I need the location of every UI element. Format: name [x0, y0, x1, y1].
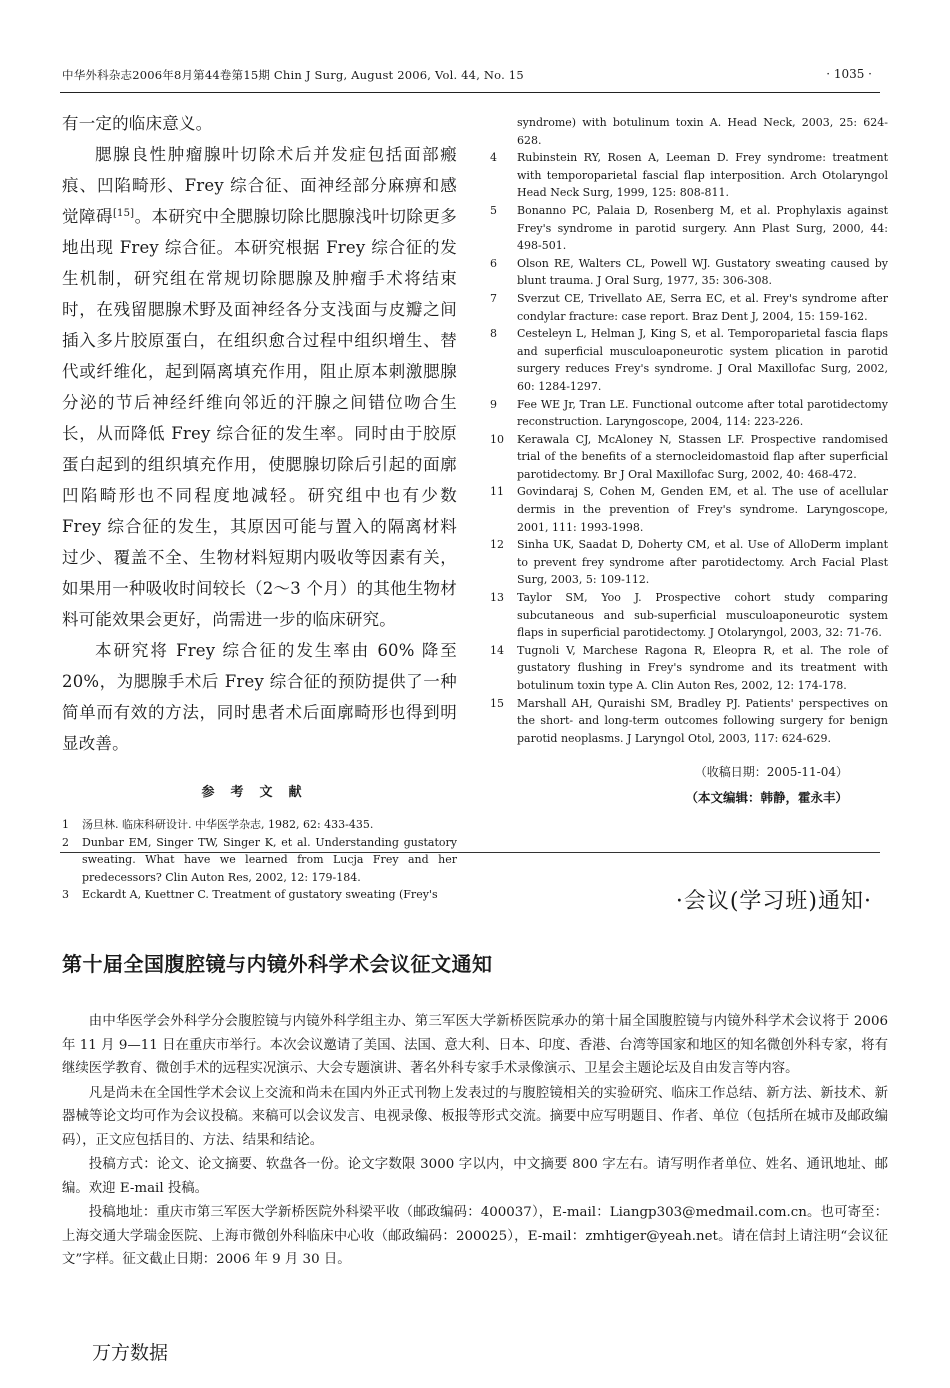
reference-number: 10 [490, 432, 504, 446]
reference-number: 15 [490, 696, 504, 710]
references-heading: 参考文献 [201, 785, 318, 800]
reference-number: 1 [62, 818, 69, 831]
notice-title: 第十届全国腹腔镜与内镜外科学术会议征文通知 [62, 952, 493, 976]
reference-text: Kerawala CJ, McAloney N, Stassen LF. Prospective randomised trial of the benefits of a sternocleidomastoid flap after superficial parotidectomy. Br J Oral Maxillofac Surg, 2002, 40: 468-472. [517, 432, 888, 481]
article-editors: （本文编辑：韩静，霍永丰） [685, 790, 848, 806]
notice-paragraph: 投稿地址：重庆市第三军医大学新桥医院外科梁平收（邮政编码：400037），E-mail：Liangp303@medmail.com.cn。也可寄至：上海交通大学瑞金医院、上海市微创外科临床中心收（邮政编码：200025），E-mail：zmhtiger@yeah.net。请在信封上请注明“会议征文”字样。征文截止日期：2006 年 9 月 30 日。 [62, 1205, 888, 1267]
reference-text: Bonanno PC, Palaia D, Rosenberg M, et al. Prophylaxis against Frey's syndrome in parotid surgery. Ann Plast Surg, 2000, 44: 498-501. [517, 203, 888, 253]
paragraph [62, 108, 457, 139]
reference-number: 5 [490, 203, 497, 217]
notice-paragraph: 凡是尚未在全国性学术会议上交流和尚未在国内外正式刊物上发表过的与腹腔镜相关的实验研究、临床工作总结、新方法、新技术、新器械等论文均可作为会议投稿。来稿可以会议发言、电视录像、板报等形式交流。摘要中应写明题目、作者、单位（包括所在城市及邮政编码），正文应包括目的、方法、结果和结论。 [62, 1085, 888, 1148]
source-watermark: 万方数据 [92, 1342, 169, 1364]
reference-number: 4 [490, 151, 497, 165]
reference-text: Cesteleyn L, Helman J, King S, et al. Temporoparietal fascia flaps and superficial musculoaponeurotic system plication in parotid surgery reduces Frey's syndrome. J Oral Maxillofac Surg, 2002, 60: 1284-1297. [517, 327, 888, 393]
reference-item [490, 642, 888, 695]
reference-text: Sinha UK, Saadat D, Doherty CM, et al. Use of AlloDerm implant to prevent frey syndrome after parotidectomy. Arch Facial Plast Surg, 2003, 5: 109-112. [517, 538, 888, 587]
received-date: （收稿日期：2005-11-04） [694, 765, 848, 780]
paragraph-text: 腮腺良性肿瘤腺叶切除术后并发症包括面部瘢痕、凹陷畸形、Frey 综合征、面神经部分麻痹和感觉障碍 [62, 145, 457, 226]
reference-item [490, 536, 888, 589]
paragraph [62, 139, 457, 635]
reference-text: Tugnoli V, Marchese Ragona R, Eleopra R, et al. The role of gustatory flushing in Frey's syndrome and its treatment with botulinum toxin type A. Clin Auton Res, 2002, 12: 174-178. [517, 643, 888, 692]
reference-item [490, 695, 888, 748]
reference-number: 6 [490, 256, 497, 270]
reference-number: 3 [62, 888, 69, 902]
reference-item [490, 396, 888, 431]
reference-text: Marshall AH, Quraishi SM, Bradley PJ. Patients' perspectives on the short- and long-term outcomes following surgery for benign parotid neoplasms. J Laryngol Otol, 2003, 117: 624-629. [517, 696, 888, 745]
reference-number: 9 [490, 397, 497, 411]
notice-paragraph: 投稿方式：论文、论文摘要、软盘各一份。论文字数限 3000 字以内，中文摘要 800 字左右。请写明作者单位、姓名、通讯地址、邮编。欢迎 E-mail 投稿。 [62, 1157, 888, 1196]
header-divider [60, 92, 880, 93]
reference-text: Eckardt A, Kuettner C. Treatment of gustatory sweating (Frey's [82, 888, 438, 902]
reference-item [490, 325, 888, 395]
reference-text: Dunbar EM, Singer TW, Singer K, et al. Understanding gustatory sweating. What have we learned from Lucja Frey and her predecessors? Clin Auton Res, 2002, 12: 179-184. [82, 835, 457, 884]
reference-text: Rubinstein RY, Rosen A, Leeman D. Frey syndrome: treatment with temporoparietal fascial flap interposition. Arch Otolaryngol Head Neck Surg, 1999, 125: 808-811. [517, 151, 888, 200]
citation-superscript: [15] [112, 208, 135, 219]
page-number: · 1035 · [826, 67, 872, 81]
reference-item [490, 483, 888, 536]
article-body [62, 108, 457, 759]
reference-list-right [490, 149, 888, 747]
reference-item [490, 589, 888, 642]
running-header: 中华外科杂志2006年8月第44卷第15期 Chin J Surg, August 2006, Vol. 44, No. 15 [62, 68, 524, 82]
reference-text: Olson RE, Walters CL, Powell WJ. Gustatory sweating caused by blunt trauma. J Oral Surg, 1977, 35: 306-308. [517, 256, 888, 288]
reference-item [490, 255, 888, 290]
left-column [62, 108, 457, 904]
reference-continuation: syndrome) with botulinum toxin A. Head Neck, 2003, 25: 624-628. [517, 116, 888, 147]
reference-number: 2 [62, 835, 69, 849]
section-divider [60, 852, 880, 853]
notice-paragraph: 由中华医学会外科学分会腹腔镜与内镜外科学组主办、第三军医大学新桥医院承办的第十届全国腹腔镜与内镜外科学术会议将于 2006 年 11 月 9—11 日在重庆市举行。本次会议邀请了美国、法国、意大利、日本、印度、香港、台湾等国家和地区的知名微创外科专家，将有继续医学教育、微创手术的远程实况演示、大会专题演讲、著名外科专家手术录像演示、卫星会主题论坛及自由发言等内容。 [62, 1014, 888, 1076]
paragraph-text: 。本研究中全腮腺切除比腮腺浅叶切除更多地出现 Frey 综合征。本研究根据 Frey 综合征的发生机制，研究组在常规切除腮腺及肿瘤手术将结束时，在残留腮腺术野及面神经各分支浅面与皮瓣之间插入多片胶原蛋白，在组织愈合过程中组织增生、替代或纤维化，起到隔离填充作用，阻止原本刺激腮腺分泌的节后神经纤维向邻近的汗腺之间错位吻合生长，从而降低 Frey 综合征的发生率。同时由于胶原蛋白起到的组织填充作用，使腮腺切除后引起的面廓凹陷畸形也不同程度地减轻。研究组中也有少数 Frey 综合征的发生，其原因可能与置入的隔离材料过少、覆盖不全、生物材料短期内吸收等因素有关，如果用一种吸收时间较长（2～3 个月）的其他生物材料可能效果会更好，尚需进一步的临床研究。 [62, 207, 457, 629]
right-column [490, 114, 888, 806]
reference-item [490, 431, 888, 484]
reference-item [62, 816, 457, 834]
notice-body [62, 1010, 888, 1273]
reference-text: Sverzut CE, Trivellato AE, Serra EC, et al. Frey's syndrome after condylar fracture: case report. Braz Dent J, 2004, 15: 159-162. [517, 291, 888, 323]
paragraph-text: 有一定的临床意义。 [62, 114, 213, 133]
section-label: ·会议(学习班)通知· [675, 889, 872, 914]
reference-text: Taylor SM, Yoo J. Prospective cohort study comparing subcutaneous and sub-superficial musculoaponeurotic system flaps in superficial parotidectomy. J Otolaryngol, 2003, 32: 71-76. [517, 591, 888, 640]
reference-number: 13 [490, 591, 504, 605]
reference-list-left [62, 816, 457, 904]
reference-item [490, 149, 888, 202]
reference-text: 汤旦林. 临床科研设计. 中华医学杂志, 1982, 62: 433-435. [82, 818, 374, 831]
paragraph [62, 635, 457, 759]
reference-number: 14 [490, 643, 504, 657]
reference-item [490, 290, 888, 325]
paragraph-text: 本研究将 Frey 综合征的发生率由 60% 降至 20%，为腮腺手术后 Frey 综合征的预防提供了一种简单而有效的方法，同时患者术后面廓畸形也得到明显改善。 [62, 641, 457, 753]
reference-number: 8 [490, 327, 497, 341]
reference-text: Fee WE Jr, Tran LE. Functional outcome after total parotidectomy reconstruction. Laryngoscope, 2004, 114: 223-226. [517, 397, 888, 429]
reference-number: 12 [490, 538, 504, 552]
reference-item [62, 834, 457, 887]
reference-number: 11 [490, 485, 504, 499]
reference-item [62, 886, 457, 904]
reference-text: Govindaraj S, Cohen M, Genden EM, et al. The use of acellular dermis in the prevention of Frey's syndrome. Laryngoscope, 2001, 111: 1993-1998. [517, 485, 888, 534]
reference-item [490, 202, 888, 255]
reference-number: 7 [490, 291, 497, 305]
